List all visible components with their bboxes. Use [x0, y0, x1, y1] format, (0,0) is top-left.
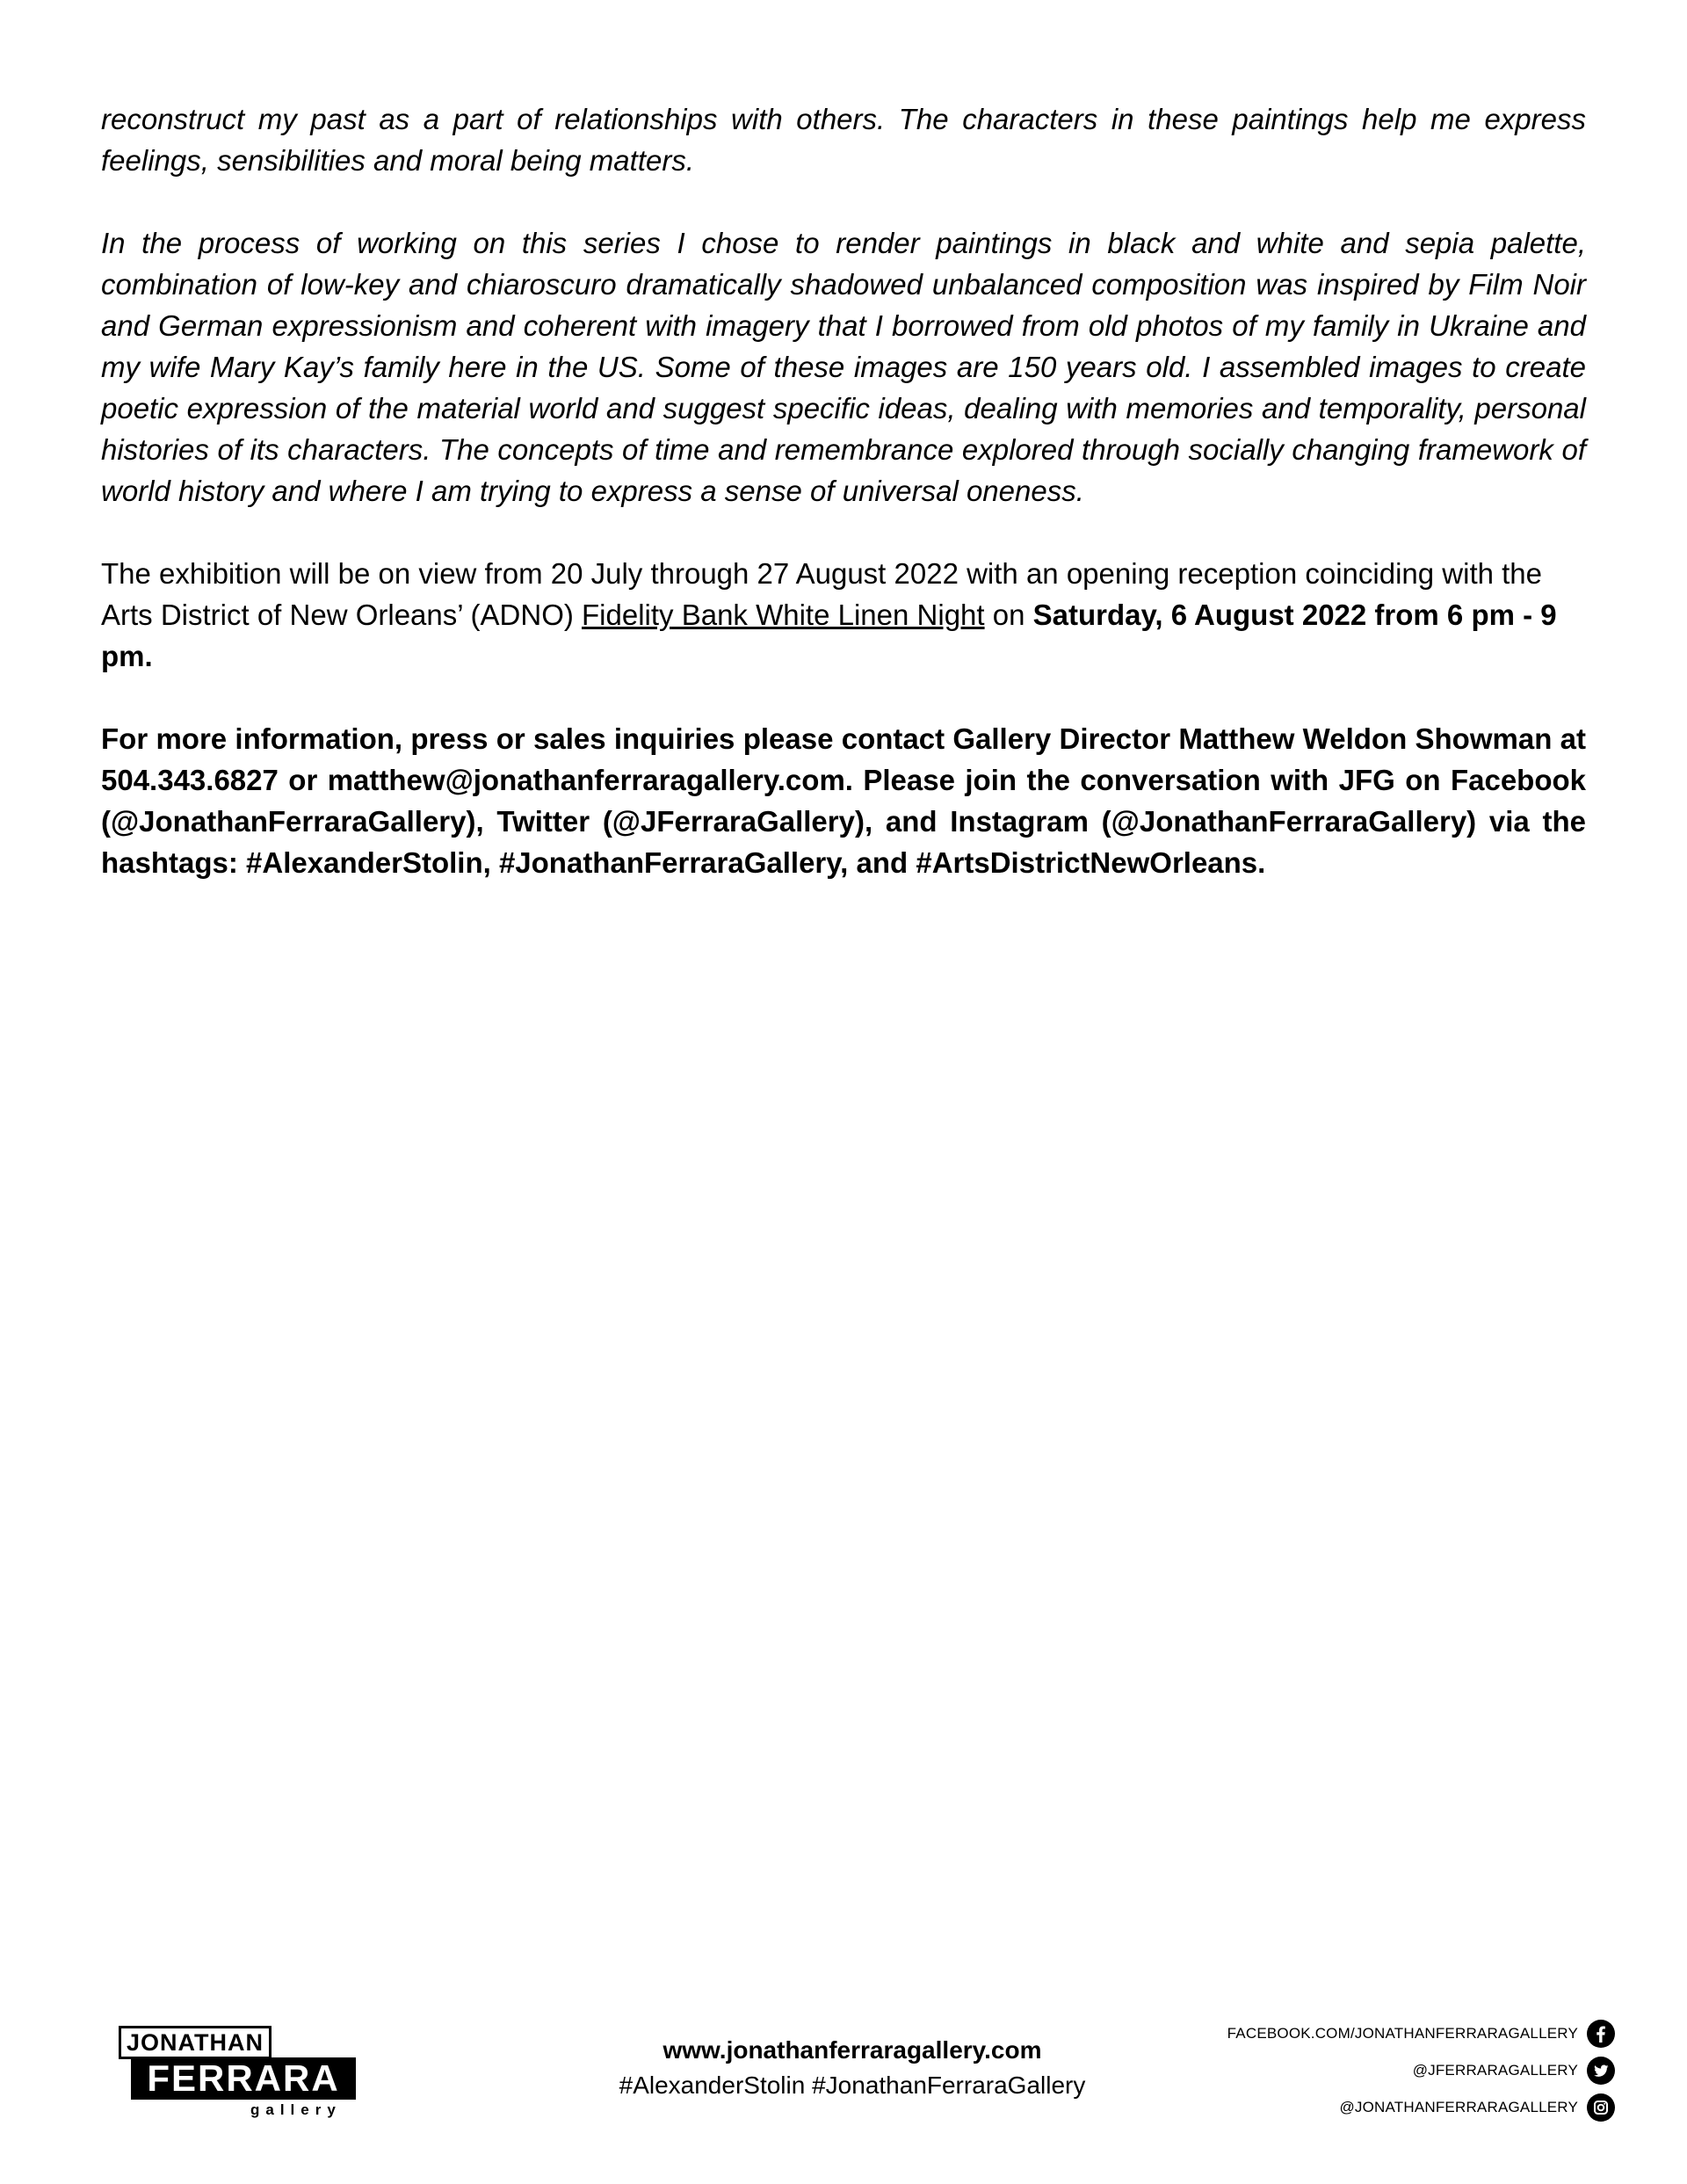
gallery-logo: [119, 2026, 356, 2122]
instagram-handle: @JONATHANFERRARAGALLERY: [1339, 2099, 1578, 2115]
contact-paragraph: For more information, press or sales inquiries please contact Gallery Director Matthew Weldon Showman at 504.343.6827 or matthew@jonathanferraragallery.com. Please join the conversation with JFG on Facebook (@JonathanFerraraGallery), Twitter (@JFerraraGallery), and Instagram (@JonathanFerraraGallery) via the hashtags: #AlexanderStolin, #JonathanFerraraGallery, and #ArtsDistrictNewOrleans.: [101, 722, 1586, 879]
facebook-icon: [1587, 2020, 1615, 2048]
facebook-handle: FACEBOOK.COM/JONATHANFERRARAGALLERY: [1227, 2025, 1578, 2042]
exhibition-text: The exhibition will be on view from 20 July through 27 August 2022 with an opening reception coinciding with the Arts District of New Orleans’ (ADNO): [101, 557, 1543, 631]
logo-gallery: gallery: [250, 2101, 342, 2118]
social-row-twitter[interactable]: [1227, 2052, 1615, 2089]
exhibition-text-on: on: [984, 599, 1033, 631]
logo-jonathan: JONATHAN: [119, 2026, 272, 2059]
social-row-facebook[interactable]: [1227, 2015, 1615, 2052]
reception-date: Saturday, 6 August 2022 from 6 pm - 9 pm.: [101, 599, 1557, 672]
social-links: [1227, 2015, 1615, 2126]
statement-paragraph-2: In the process of working on this series I chose to render paintings in black and white and sepia palette, combination of low-key and chiaroscuro dramatically shadowed unbalanced composition was inspired by Film Noir and German expressionism and coherent with imagery that I borrowed from old photos of my family in Ukraine and my wife Mary Kay’s family here in the US. Some of these images are 150 years old. I assembled images to create poetic expression of the material world and suggest specific ideas, dealing with memories and temporality, personal histories of its characters. The concepts of time and remembrance explored through socially changing framework of world history and where I am trying to express a sense of universal oneness.: [101, 227, 1586, 507]
twitter-icon: [1587, 2057, 1615, 2085]
exhibition-paragraph: [101, 553, 1586, 677]
logo-ferrara: FERRARA: [131, 2057, 356, 2100]
twitter-handle: @JFERRARAGALLERY: [1412, 2062, 1578, 2079]
document-body: [101, 98, 1586, 925]
statement-paragraph-1: reconstruct my past as a part of relationships with others. The characters in these paintings help me express feelings, sensibilities and moral being matters.: [101, 103, 1586, 177]
footer-center: [545, 2033, 1160, 2103]
white-linen-night-link[interactable]: Fidelity Bank White Linen Night: [582, 599, 985, 631]
website-link[interactable]: www.jonathanferraragallery.com: [662, 2036, 1042, 2064]
social-row-instagram[interactable]: [1227, 2089, 1615, 2126]
footer-hashtags: #AlexanderStolin #JonathanFerraraGallery: [619, 2072, 1086, 2099]
instagram-icon: [1587, 2093, 1615, 2122]
